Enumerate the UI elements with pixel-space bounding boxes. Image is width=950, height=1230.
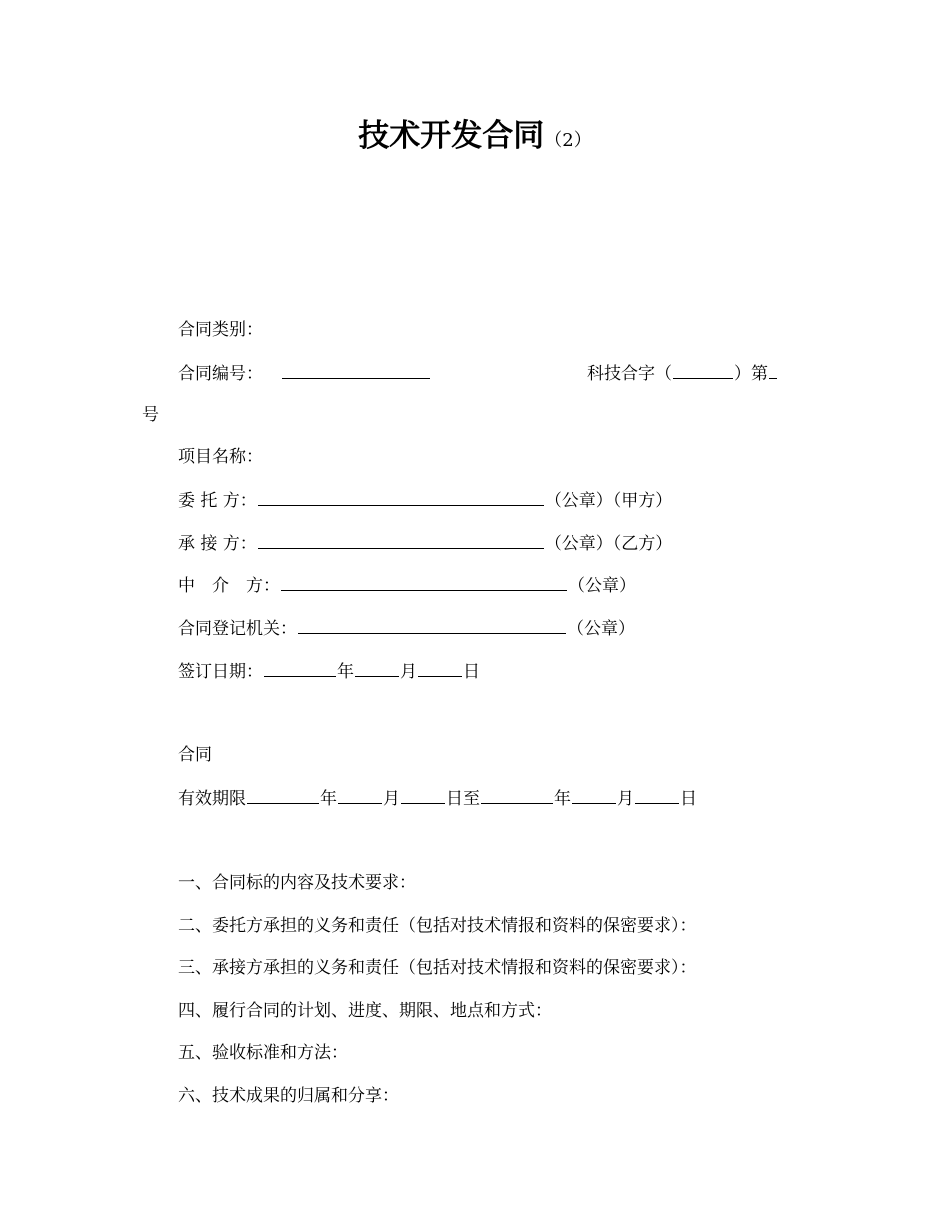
contract-number-blank[interactable] bbox=[282, 360, 430, 379]
client-blank[interactable] bbox=[258, 487, 544, 506]
title-main: 技术开发合同 bbox=[358, 118, 545, 154]
sign-month-blank[interactable] bbox=[355, 658, 399, 677]
contractor-blank[interactable] bbox=[258, 530, 544, 549]
contract-number-row bbox=[178, 360, 818, 386]
sign-year-unit: 年 bbox=[337, 662, 354, 682]
validity-end-day-blank[interactable] bbox=[635, 785, 679, 804]
registry-row bbox=[178, 615, 635, 641]
section-1: 一、合同标的内容及技术要求： bbox=[178, 873, 416, 893]
contractor-row bbox=[178, 530, 672, 556]
document-title bbox=[0, 112, 950, 165]
validity-start-month-unit: 月 bbox=[383, 789, 400, 809]
section-5: 五、验收标准和方法： bbox=[178, 1043, 348, 1063]
project-name-label: 项目名称： bbox=[178, 447, 263, 467]
validity-start-year-blank[interactable] bbox=[247, 785, 319, 804]
sign-month-unit: 月 bbox=[400, 662, 417, 682]
contract-number-wrap bbox=[142, 402, 159, 428]
validity-start-year-unit: 年 bbox=[320, 789, 337, 809]
tech-number-group bbox=[587, 360, 778, 387]
agent-blank[interactable] bbox=[281, 572, 567, 591]
tech-serial-blank[interactable] bbox=[769, 360, 777, 379]
sign-day-blank[interactable] bbox=[418, 658, 462, 677]
validity-end-month-unit: 月 bbox=[617, 789, 634, 809]
registry-blank[interactable] bbox=[298, 615, 566, 634]
section-2: 二、委托方承担的义务和责任（包括对技术情报和资料的保密要求）： bbox=[178, 916, 697, 936]
validity-start-day-blank[interactable] bbox=[401, 785, 445, 804]
validity-end-month-blank[interactable] bbox=[572, 785, 616, 804]
validity-end-day-unit: 日 bbox=[680, 789, 697, 809]
validity-heading: 合同 bbox=[178, 745, 212, 765]
validity-heading-row bbox=[178, 742, 212, 768]
validity-row bbox=[178, 785, 697, 811]
contract-number-wrap-text: 号 bbox=[142, 405, 159, 425]
section-6: 六、技术成果的归属和分享： bbox=[178, 1086, 399, 1106]
sign-year-blank[interactable] bbox=[264, 658, 336, 677]
validity-end-year-unit: 年 bbox=[554, 789, 571, 809]
registry-label: 合同登记机关： bbox=[178, 619, 297, 639]
tech-number-mid: ）第 bbox=[734, 364, 768, 384]
section-3: 三、承接方承担的义务和责任（包括对技术情报和资料的保密要求）： bbox=[178, 958, 697, 978]
contract-category-label: 合同类别： bbox=[178, 320, 263, 340]
contractor-suffix: （公章）（乙方） bbox=[544, 534, 673, 554]
contractor-label: 承 接 方： bbox=[178, 534, 257, 554]
agent-label: 中 介 方： bbox=[178, 576, 280, 596]
sign-date-label: 签订日期： bbox=[178, 662, 263, 682]
validity-end-year-blank[interactable] bbox=[481, 785, 553, 804]
validity-start-day-to: 日至 bbox=[446, 789, 480, 809]
tech-number-blank[interactable] bbox=[673, 360, 733, 379]
sign-date-row bbox=[178, 658, 480, 684]
contract-number-label: 合同编号： bbox=[178, 364, 263, 384]
tech-number-prefix: 科技合字（ bbox=[587, 364, 672, 384]
agent-suffix: （公章） bbox=[568, 576, 636, 596]
agent-row bbox=[178, 572, 636, 598]
validity-start-month-blank[interactable] bbox=[338, 785, 382, 804]
client-label: 委 托 方： bbox=[178, 491, 257, 511]
section-4: 四、履行合同的计划、进度、期限、地点和方式： bbox=[178, 1001, 552, 1021]
registry-suffix: （公章） bbox=[567, 619, 635, 639]
client-row bbox=[178, 487, 672, 513]
client-suffix: （公章）（甲方） bbox=[544, 491, 673, 511]
title-suffix: （2） bbox=[544, 130, 592, 151]
project-name-row bbox=[178, 444, 263, 470]
contract-category-row bbox=[178, 317, 263, 343]
validity-label: 有效期限 bbox=[178, 789, 246, 809]
sign-day-unit: 日 bbox=[463, 662, 480, 682]
